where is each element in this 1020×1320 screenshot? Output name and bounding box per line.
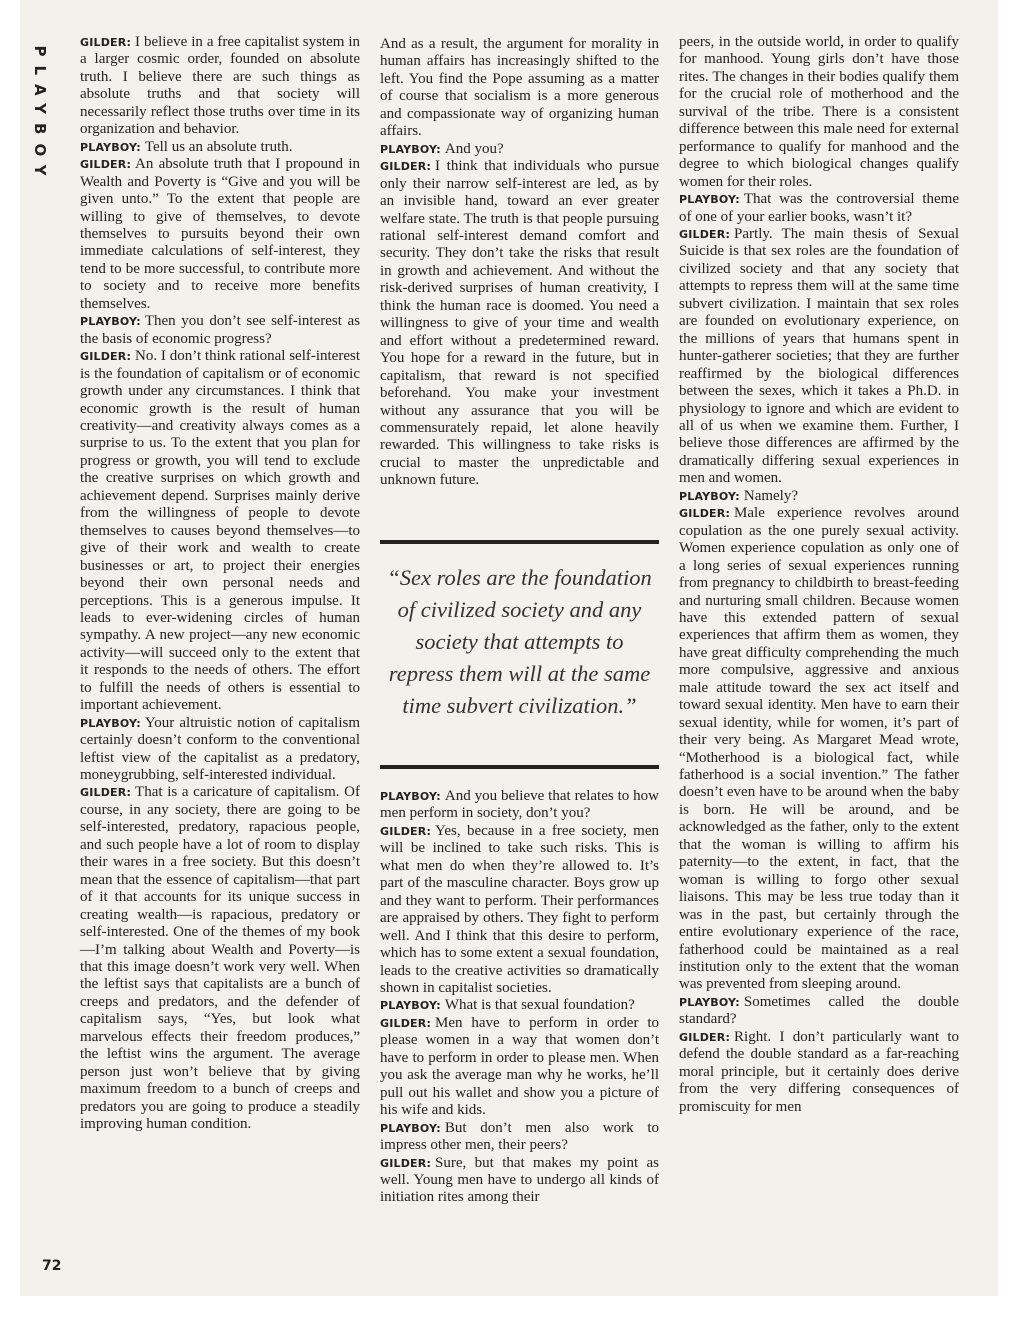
page-margin-left <box>0 0 20 1320</box>
paragraph-text: I believe in a free capitalist system in a larger cosmic order, founded on absolute truth. I believe there are such things as absolute truths and that society will necessarily reflect those truths over time in its organization and behavior. <box>80 34 360 138</box>
paragraph <box>380 788 659 823</box>
paragraph-text: What is that sexual foundation? <box>444 997 635 1014</box>
speaker-label: PLAYBOY: <box>380 1121 441 1135</box>
paragraph <box>80 313 360 348</box>
page-margin-right <box>998 0 1020 1320</box>
paragraph-text: Your altruistic notion of capitalism certainly doesn’t conform to the conventional leftist view of the capitalist as a predatory, moneygrubbing, self-interested individual. <box>80 714 360 784</box>
speaker-label: PLAYBOY: <box>380 999 441 1013</box>
pull-quote-box <box>380 540 659 776</box>
paragraph <box>679 505 959 994</box>
paragraph <box>80 348 360 715</box>
paragraph <box>380 997 659 1014</box>
paragraph-text: Namely? <box>743 487 798 504</box>
paragraph <box>380 158 659 490</box>
paragraph-text: And you? <box>444 140 504 157</box>
paragraph-text: Then you don’t see self-interest as the basis of economic progress? <box>80 313 360 347</box>
paragraph-text: Sometimes called the double standard? <box>679 993 959 1028</box>
paragraph-text: No. I don’t think rational self-interest is the foundation of capitalism or of economic growth under any circumstances. I think that economic growth is the result of human creativity—and creativity always comes as a surprise to us. To the extent that you plan for progress or growth, you will tend to exclude the creative surprises on which growth and achievement depend. Surprises mainly derive from the willingness of people to devote themselves to causes beyond themselves—to give of their work and wealth to create businesses or art, to project their energies beyond their own personal needs and perceptions. This is a generous impulse. It leads to ever-widening circles of human sympathy. A new project—any new economic activity—will succeed only to the extent that it responds to the needs of others. The effort to fulfill the needs of others is essential to important achievement. <box>80 348 360 714</box>
paragraph-text: Men have to perform in order to please women in a way that women don’t have to perform in order to please men. When you ask the average man why he works, he’ll pull out his wallet and show you a picture of his wife and kids. <box>380 1014 659 1119</box>
paragraph <box>679 226 959 488</box>
paragraph-text: Right. I don’t particularly want to defend the double standard as a far-reaching moral principle, but it certainly does derive from the very differing consequences of promiscuity for men <box>679 1028 959 1115</box>
speaker-label: PLAYBOY: <box>80 716 141 730</box>
paragraph-text: That was the controversial theme of one of your earlier books, wasn’t it? <box>679 191 959 225</box>
speaker-label: PLAYBOY: <box>679 489 740 503</box>
paragraph <box>80 156 360 313</box>
speaker-label: PLAYBOY: <box>679 995 740 1009</box>
paragraph <box>679 34 959 191</box>
paragraph-text: peers, in the outside world, in order to qualify for manhood. Young girls don’t have those rites. The changes in their bodies qualify them for the crucial role of motherhood and the survival of the tribe. There is a consistent difference between this male need for external performance to qualify for manhood and the degree to which biological changes qualify women for their roles. <box>679 34 959 190</box>
paragraph <box>380 36 659 141</box>
paragraph <box>679 994 959 1029</box>
paragraph <box>380 141 659 158</box>
paragraph <box>380 1015 659 1120</box>
speaker-label: PLAYBOY: <box>380 790 441 803</box>
paragraph <box>679 488 959 505</box>
speaker-label: PLAYBOY: <box>80 140 141 154</box>
pull-quote-rule-bottom <box>380 765 659 769</box>
paragraph-text: That is a caricature of capitalism. Of course, in any society, there are going to be self-interested, predatory, rapacious people, and such people have a lot of room to display their wares in a free society. But this doesn’t mean that the essence of capitalism—that part of it that accounts for its unique success in creating wealth—is rapacious, predatory or self-interested. One of the themes of my book—I’m talking about Wealth and Poverty—is that this image doesn’t work very well. When the leftist says that capitalists are a bunch of creeps and predators, and the defender of capitalism says, “Yes, but look what marvelous effects their freedom produces,” the leftist wins the argument. The average person just won’t believe that by giving maximum freedom to a bunch of creeps and predators you are going to produce a steadily improving human condition. <box>80 784 360 1133</box>
speaker-label: PLAYBOY: <box>380 142 441 156</box>
speaker-label: GILDER: <box>380 1016 432 1030</box>
speaker-label: GILDER: <box>380 824 432 838</box>
speaker-label: PLAYBOY: <box>80 315 141 329</box>
speaker-label: PLAYBOY: <box>679 193 740 207</box>
page-number: 72 <box>42 1258 62 1274</box>
pull-quote-rule-top <box>380 540 659 544</box>
speaker-label: GILDER: <box>80 786 132 800</box>
paragraph-text: Yes, because in a free society, men will be inclined to take such risks. This is what men do when they’re allowed to. It’s part of the masculine character. Boys grow up and they want to perform. Their performances are appraised by others. They fight to perform well. And I think that this desire to perform, which has to some extent a sexual foundation, leads to the creative activities so dramatically shown in capitalist societies. <box>380 822 659 996</box>
speaker-label: GILDER: <box>80 158 132 172</box>
speaker-label: GILDER: <box>679 507 731 521</box>
paragraph-text: Male experience revolves around copulation as the one purely sexual activity. Women experience copulation as only one of a long series of sexual experiences running from pregnancy to childbirth to breast-feeding and nurturing small children. Because women have this extended pattern of sexual experiences that affirm them as women, they have great difficulty comprehending the much more compulsive, aggressive and anxious male attitude toward the sex act itself and toward sexual identity. Men have to earn their sexual identity, while for women, it’s part of their very being. As Margaret Mead wrote, “Motherhood is a biological fact, while fatherhood is a social invention.” The father doesn’t even have to be around when the baby is born. He will be around, and be acknowledged as the father, only to the extent that the woman is willing to affirm his paternity—to the extent, in fact, that the woman is willing to forgo other sexual liaisons. This may be less true today than it was in the past, but certainly through the entire evolutionary experience of the race, fatherhood could be maintained as a real institution only to the extent that the woman was prevented from sleeping around. <box>679 505 959 993</box>
page-margin-bottom <box>0 1296 1020 1320</box>
text-column-3 <box>679 34 959 1116</box>
pull-quote-text: “Sex roles are the foundation of civilized society and any society that attempts to repress them will at the same time subvert civilization.” <box>387 565 652 718</box>
paragraph <box>380 1155 659 1207</box>
paragraph <box>80 34 360 139</box>
paragraph <box>380 1120 659 1155</box>
paragraph <box>80 139 360 156</box>
paragraph-text: And you believe that relates to how men perform in society, don’t you? <box>380 788 659 822</box>
paragraph-text: An absolute truth that I propound in Wealth and Poverty is “Give and you will be given unto.” To the extent that people are willing to give of themselves, to devote themselves to pursuits beyond their own immediate calculations of self-interest, they tend to be more successful, to contribute more to society and to receive more benefits themselves. <box>80 156 360 312</box>
speaker-label: GILDER: <box>380 1156 432 1170</box>
paragraph <box>80 715 360 785</box>
running-head <box>20 40 60 190</box>
masthead-text: PLAYBOY <box>31 45 49 185</box>
paragraph-text: I think that individuals who pursue only their narrow self-interest are led, as by an invisible hand, toward an ever greater welfare state. The truth is that people pursuing rational self-interest demand comfort and security. They don’t take the risks that result in growth and achievement. And without the risk-derived surprises of human creativity, I think the human race is doomed. You need a willingness to give of your time and wealth and effort without a predetermined reward. You hope for a reward in the future, but in capitalism, that reward is not specified beforehand. You make your investment without any assurance that you will be commensurately repaid, let alone heavily rewarded. This willingness to take risks is crucial to master the unpredictable and unknown future. <box>380 158 659 489</box>
speaker-label: GILDER: <box>679 1030 731 1044</box>
speaker-label: GILDER: <box>80 36 132 49</box>
paragraph <box>679 191 959 226</box>
speaker-label: GILDER: <box>679 227 731 241</box>
text-column-1 <box>80 34 360 1134</box>
paragraph-text: Sure, but that makes my point as well. Young men have to undergo all kinds of initiation rites among their <box>380 1154 659 1206</box>
paragraph <box>80 784 360 1133</box>
text-column-2-lower <box>380 788 659 1207</box>
paragraph-text: Tell us an absolute truth. <box>144 138 293 155</box>
paragraph <box>679 1029 959 1116</box>
paragraph-text: And as a result, the argument for morality in human affairs has increasingly shifted to the left. You find the Pope assuming as a matter of course that socialism is a more generous and compassionate way of organizing human affairs. <box>380 36 659 140</box>
speaker-label: GILDER: <box>80 350 132 364</box>
text-column-2 <box>380 36 659 490</box>
paragraph <box>380 823 659 998</box>
speaker-label: GILDER: <box>380 160 432 174</box>
paragraph-text: But don’t men also work to impress other men, their peers? <box>380 1119 659 1154</box>
paragraph-text: Partly. The main thesis of Sexual Suicide is that sex roles are the foundation of civilized society and that any society that attempts to repress them will at the same time subvert civilization. I maintain that sex roles are founded on evolutionary experience, on the millions of years that humans spent in hunter-gatherer societies; that they are further reaffirmed by the biological differences between the sexes, which it takes a Ph.D. in physiology to ignore and which are evident to all of us when we examine them. Further, I believe those differences are affirmed by the dramatically differing sexual experiences in men and women. <box>679 225 959 487</box>
